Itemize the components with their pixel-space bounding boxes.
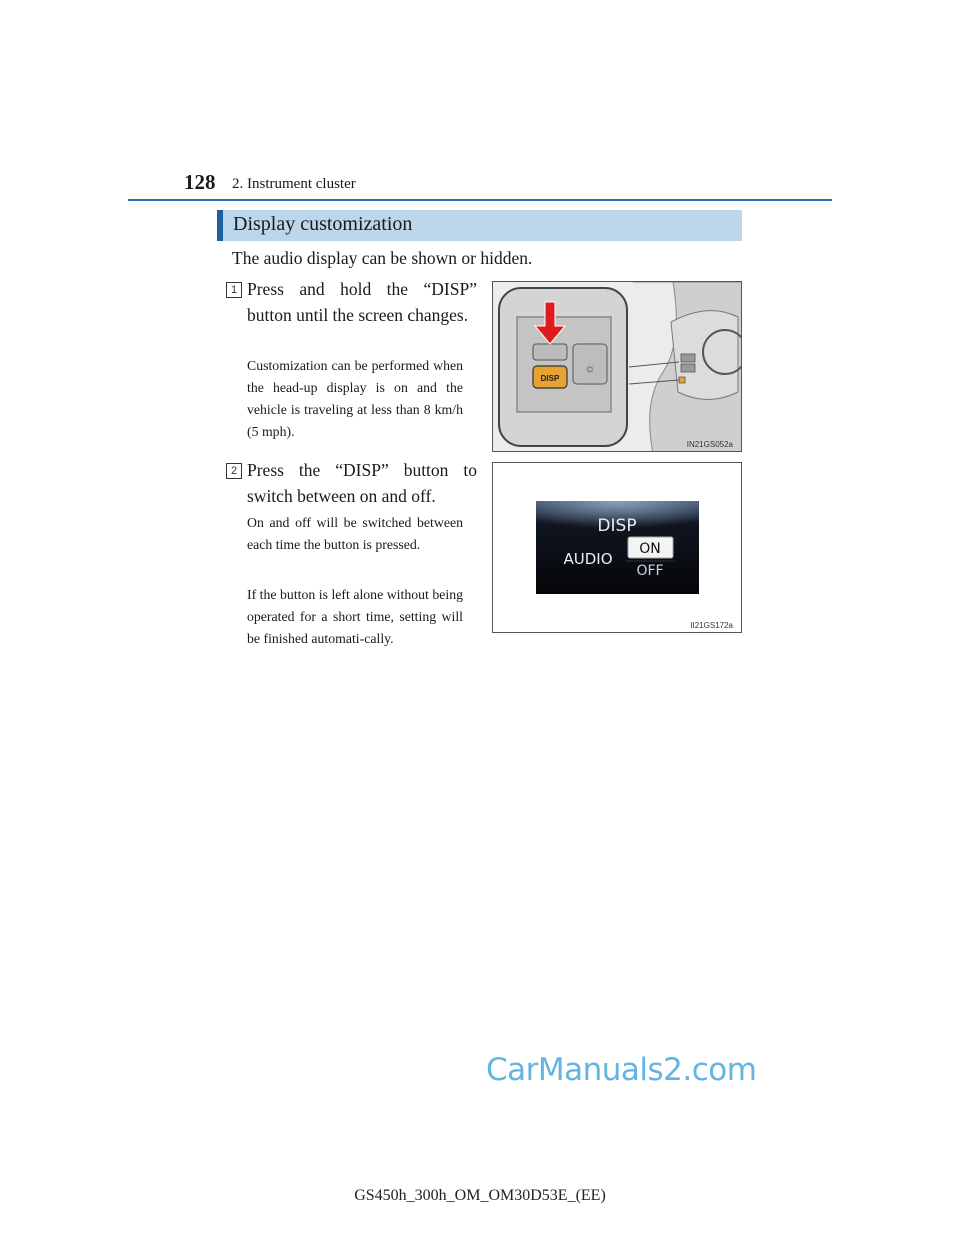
header-rule [128, 199, 832, 201]
page-number: 128 [184, 170, 216, 194]
hud-item-label: AUDIO [563, 550, 613, 568]
svg-text:☼: ☼ [584, 361, 596, 375]
step-2-note-1: On and off will be switched between each time the button is pressed. [247, 515, 463, 552]
audio-display-illustration [492, 462, 742, 633]
hud-off-option: OFF [636, 563, 664, 579]
hud-title: DISP [597, 516, 637, 536]
steering-panel-drawing [493, 282, 742, 452]
figure-2-code: II21GS172a [690, 621, 733, 630]
chapter-title: 2. Instrument cluster [232, 176, 356, 192]
disp-button-illustration [492, 281, 742, 452]
section-title: Display customization [233, 213, 413, 235]
disp-button-label: DISP [540, 374, 560, 383]
step-1-note: Customization can be performed when the head-up display is on and the vehicle is traveling at less than 8 km/h (5 mph). [247, 358, 463, 439]
step-2-text: Press the “DISP” button to switch between on and off. [247, 460, 477, 506]
figure-1-code: IN21GS052a [686, 440, 733, 449]
hud-screen-drawing [493, 463, 742, 633]
step-1-text: Press and hold the “DISP” button until the screen changes. [247, 279, 477, 325]
step-2-note-2: If the button is left alone without being operated for a short time, setting will be finished automati-cally. [247, 587, 463, 646]
section-bar [217, 210, 742, 241]
footer-code: GS450h_300h_OM_OM30D53E_(EE) [354, 1187, 606, 1204]
watermark[interactable]: CarManuals2.com [486, 1052, 757, 1088]
step-2-number: 2 [226, 463, 242, 479]
step-1-number: 1 [226, 282, 242, 298]
intro-text: The audio display can be shown or hidden. [232, 248, 533, 268]
hud-on-option: ON [639, 541, 661, 557]
